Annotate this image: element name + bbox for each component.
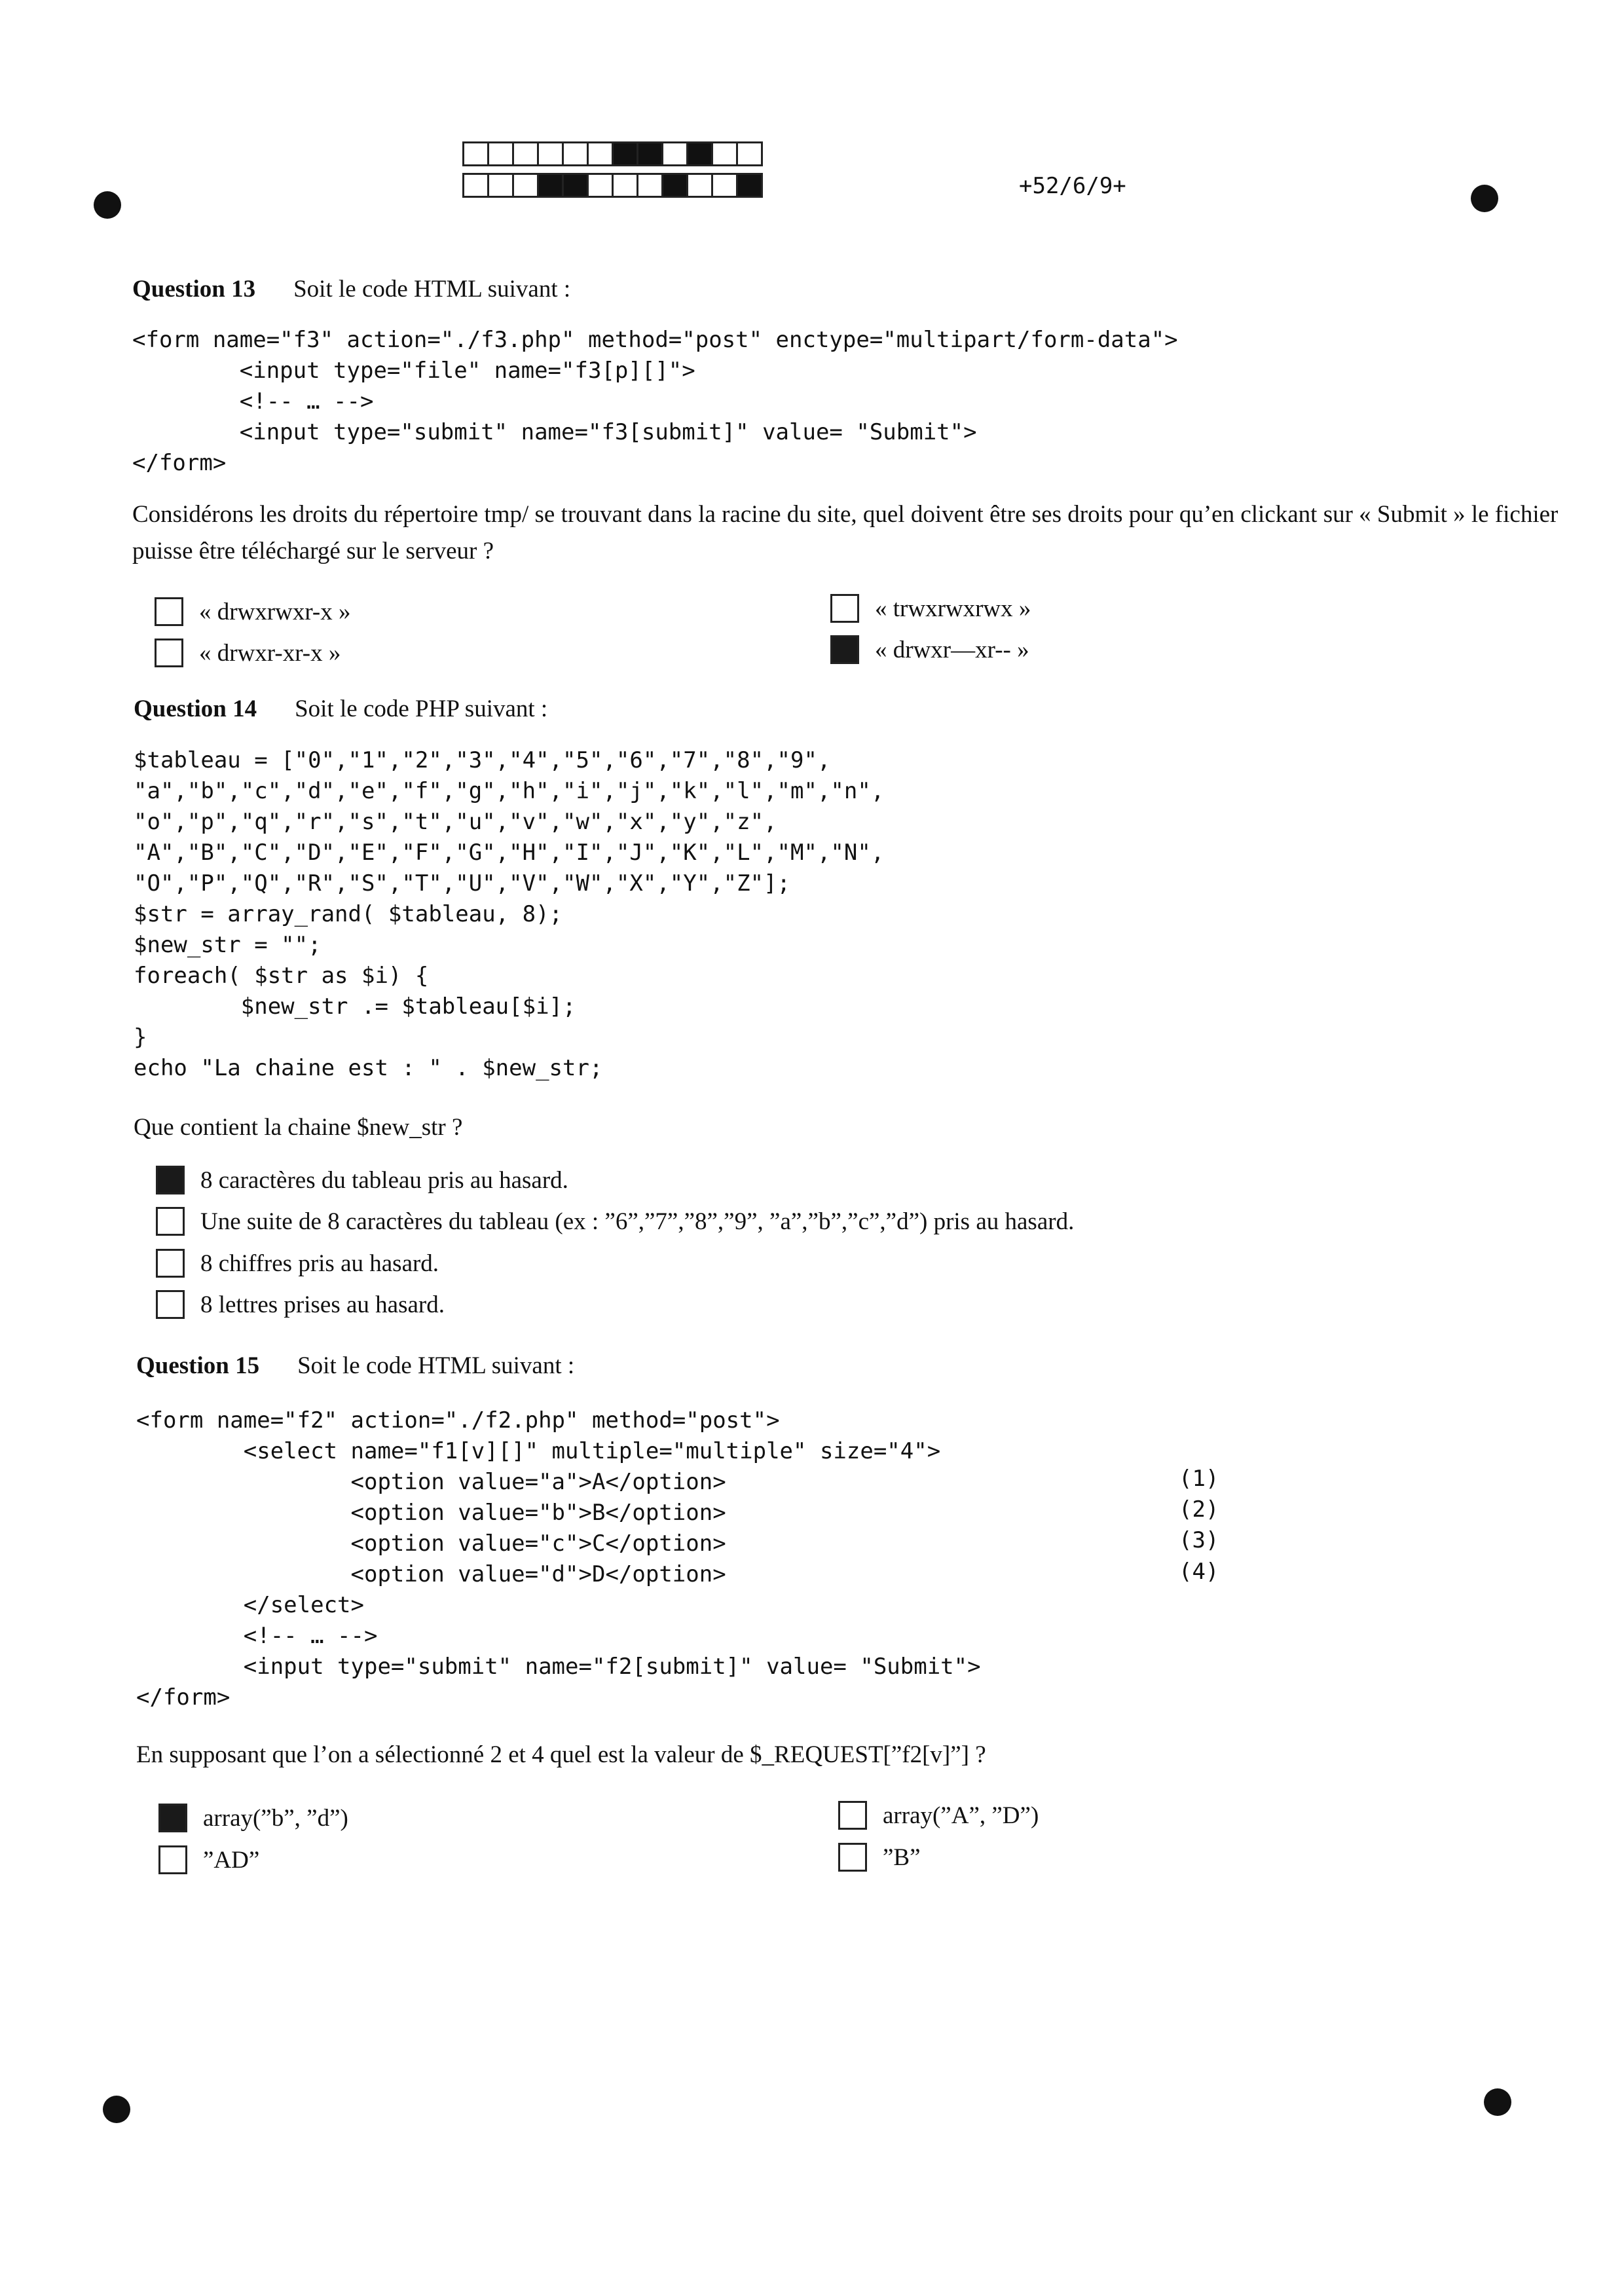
question-number: Question 15 bbox=[136, 1352, 260, 1379]
barcode-cell bbox=[537, 141, 564, 166]
barcode-cell bbox=[562, 173, 589, 198]
answer-label: 8 chiffres pris au hasard. bbox=[200, 1250, 439, 1277]
barcode-cell bbox=[612, 141, 638, 166]
corner-mark-top-left bbox=[94, 191, 121, 219]
barcode-cell bbox=[736, 141, 763, 166]
answer-checkbox[interactable] bbox=[158, 1804, 187, 1832]
question-intro: Soit le code HTML suivant : bbox=[293, 276, 571, 303]
barcode-cell bbox=[462, 173, 489, 198]
answer-option[interactable] bbox=[155, 639, 341, 667]
corner-mark-bottom-right bbox=[1484, 2088, 1511, 2116]
answer-label: « drwxrwxr-x » bbox=[199, 598, 351, 625]
answer-option[interactable] bbox=[830, 594, 1031, 623]
question-14-header bbox=[134, 695, 547, 723]
question-15-header bbox=[136, 1352, 574, 1380]
question-15-code: <form name="f2" action="./f2.php" method="post"> <select name="f1[v][]" multiple="multiple" size="4"> <option value="a">A</option> <option value="b">B</option> <option value="c">C</option> <option value="d">D</option> </select> <!-- … --> <input type="submit" name="f2[submit]" value= "Submit"> </form> bbox=[136, 1407, 981, 1711]
answer-checkbox[interactable] bbox=[156, 1166, 185, 1194]
question-number: Question 14 bbox=[134, 695, 257, 722]
line-marker: (1) bbox=[1179, 1466, 1219, 1492]
barcode-cell bbox=[686, 141, 713, 166]
question-15-text: En supposant que l’on a sélectionné 2 et 4 quel est la valeur de $_REQUEST[”f2[v]”] ? bbox=[136, 1741, 986, 1768]
barcode-cell bbox=[462, 141, 489, 166]
corner-mark-bottom-left bbox=[103, 2096, 130, 2123]
page-id: +52/6/9+ bbox=[1019, 173, 1126, 199]
question-14-code: $tableau = ["0","1","2","3","4","5","6","7","8","9", "a","b","c","d","e","f","g","h","i","j","k","l","m","n", "o","p","q","r","s","t","u","v","w","x","y","z", "A","B","C","D","E","F","G","H","I","J","K","L","M","N", "O","P","Q","R","S","T","U","V","W","X","Y","Z"]; $str = array_rand( $tableau, 8); $new_str = ""; foreach( $str as $i) { $new_str .= $tableau[$i]; } echo "La chaine est : " . $new_str; bbox=[134, 747, 885, 1081]
answer-label: array(”b”, ”d”) bbox=[203, 1804, 348, 1832]
answer-checkbox[interactable] bbox=[830, 635, 859, 664]
question-intro: Soit le code PHP suivant : bbox=[295, 695, 548, 722]
answer-option[interactable] bbox=[838, 1801, 1039, 1830]
barcode-cell bbox=[587, 141, 614, 166]
answer-label: « trwxrwxrwx » bbox=[875, 595, 1031, 622]
barcode-cell bbox=[686, 173, 713, 198]
question-13-text: Considérons les droits du répertoire tmp/ se trouvant dans la racine du site, quel doivent être ses droits pour qu’en clickant sur « Submit » le fichier puisse être téléchargé sur le serveur ? bbox=[132, 501, 1559, 565]
question-14-text: Que contient la chaine $new_str ? bbox=[134, 1114, 463, 1141]
answer-label: « drwxr—xr-- » bbox=[875, 636, 1029, 663]
answer-option[interactable] bbox=[830, 635, 1029, 664]
answer-checkbox[interactable] bbox=[830, 594, 859, 623]
answer-checkbox[interactable] bbox=[158, 1845, 187, 1874]
barcode-cell bbox=[487, 173, 514, 198]
barcode-cell bbox=[562, 141, 589, 166]
line-marker: (3) bbox=[1179, 1527, 1219, 1553]
answer-checkbox[interactable] bbox=[156, 1207, 185, 1236]
answer-label: array(”A”, ”D”) bbox=[883, 1802, 1039, 1829]
question-13-code: <form name="f3" action="./f3.php" method="post" enctype="multipart/form-data"> <input type="file" name="f3[p][]"> <!-- … --> <input type="submit" name="f3[submit]" value= "Submit"> </form> bbox=[132, 327, 1178, 476]
answer-option[interactable] bbox=[838, 1843, 921, 1872]
barcode-cell bbox=[637, 173, 663, 198]
answer-option[interactable] bbox=[156, 1290, 445, 1319]
answer-checkbox[interactable] bbox=[155, 597, 183, 626]
answer-checkbox[interactable] bbox=[156, 1290, 185, 1319]
answer-label: Une suite de 8 caractères du tableau (ex : ”6”,”7”,”8”,”9”, ”a”,”b”,”c”,”d”) pris au hasard. bbox=[200, 1208, 1075, 1235]
barcode-cell bbox=[512, 173, 539, 198]
barcode-row-1 bbox=[462, 141, 761, 166]
line-marker: (2) bbox=[1179, 1496, 1219, 1523]
answer-option[interactable] bbox=[158, 1804, 348, 1832]
barcode-row-2 bbox=[462, 173, 761, 198]
barcode-cell bbox=[661, 173, 688, 198]
answer-checkbox[interactable] bbox=[838, 1801, 867, 1830]
answer-label: ”AD” bbox=[203, 1846, 260, 1874]
answer-checkbox[interactable] bbox=[156, 1249, 185, 1278]
barcode-cell bbox=[711, 173, 738, 198]
answer-option[interactable] bbox=[156, 1249, 439, 1278]
question-intro: Soit le code HTML suivant : bbox=[297, 1352, 575, 1379]
answer-checkbox[interactable] bbox=[155, 639, 183, 667]
answer-label: « drwxr-xr-x » bbox=[199, 639, 341, 667]
barcode-cell bbox=[537, 173, 564, 198]
barcode-cell bbox=[637, 141, 663, 166]
answer-option[interactable] bbox=[155, 597, 351, 626]
barcode-cell bbox=[612, 173, 638, 198]
barcode-cell bbox=[487, 141, 514, 166]
answer-option[interactable] bbox=[158, 1845, 259, 1874]
barcode-cell bbox=[711, 141, 738, 166]
corner-mark-top-right bbox=[1471, 185, 1498, 212]
barcode-cell bbox=[587, 173, 614, 198]
answer-label: 8 caractères du tableau pris au hasard. bbox=[200, 1166, 568, 1194]
answer-label: 8 lettres prises au hasard. bbox=[200, 1291, 445, 1318]
answer-checkbox[interactable] bbox=[838, 1843, 867, 1872]
answer-label: ”B” bbox=[883, 1843, 921, 1871]
question-number: Question 13 bbox=[132, 276, 256, 303]
answer-option[interactable] bbox=[156, 1166, 568, 1194]
barcode-cell bbox=[512, 141, 539, 166]
answer-option[interactable] bbox=[156, 1207, 1074, 1236]
question-13-header bbox=[132, 275, 570, 303]
line-marker: (4) bbox=[1179, 1559, 1219, 1585]
barcode-cell bbox=[736, 173, 763, 198]
barcode-cell bbox=[661, 141, 688, 166]
